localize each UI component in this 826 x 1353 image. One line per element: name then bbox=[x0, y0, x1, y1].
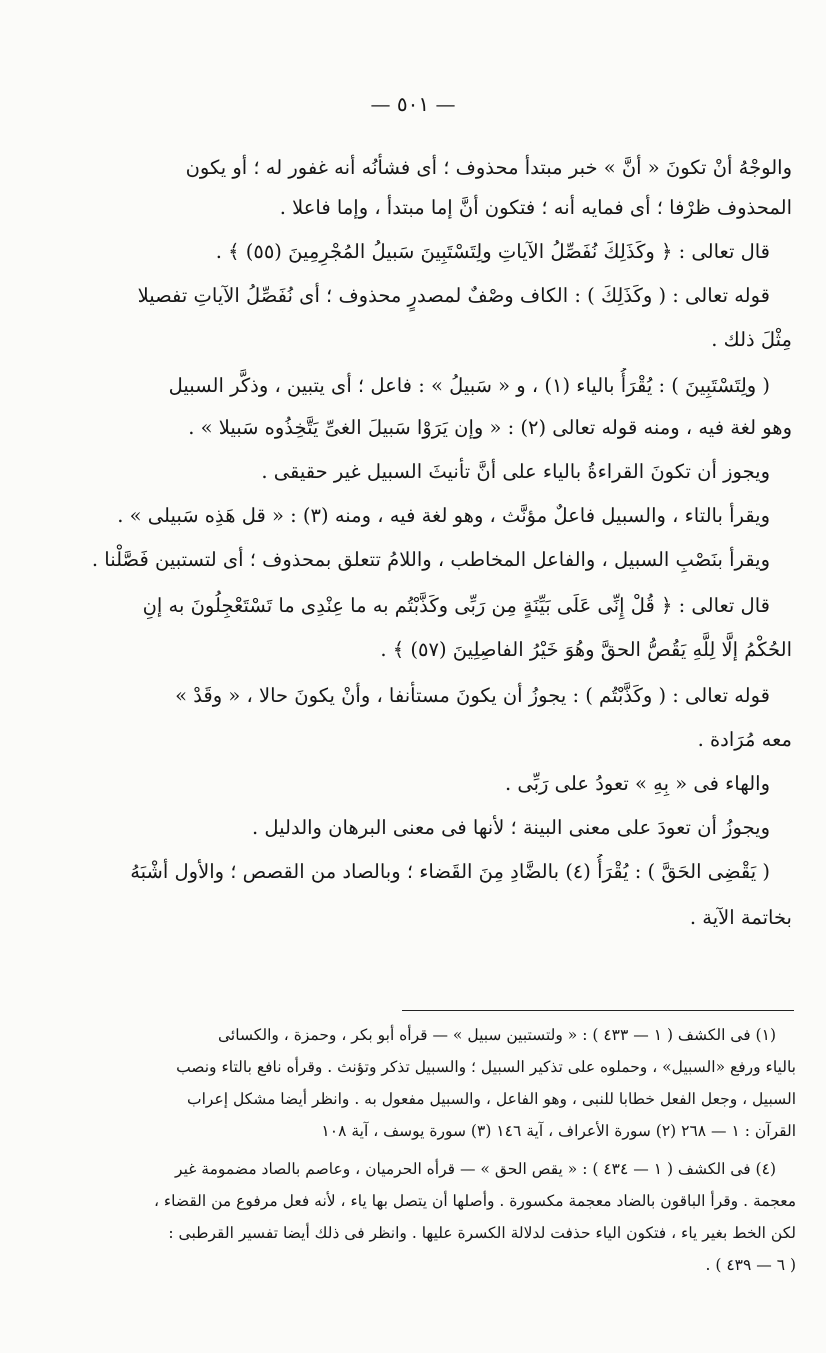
text-line: والهاء فى « بِهِ » تعودُ على رَبِّى . bbox=[504, 772, 770, 795]
text-line: ( يَقْضِى الحَقَّ ) : يُقْرَأُ (٤) بالضَّادِ مِنَ القَضاء ؛ وبالصاد من القصص ؛ والأول أشْبَهُ bbox=[130, 860, 770, 883]
text-line: ويجوز أن تكونَ القراءةُ بالياء على أنَّ تأنيثَ السبيل غير حقيقى . bbox=[261, 460, 770, 483]
footnote-line: معجمة . وقرأ الباقون بالضاد معجمة مكسورة . وأصلها أن يتصل بها ياء ، لأنه فعل مرفوع من القضاء ، bbox=[153, 1192, 796, 1210]
text-line: بخاتمة الآية . bbox=[689, 906, 792, 929]
text-line: المحذوف ظرْفا ؛ أى فمايه أنه ؛ فتكون أنَّ إما مبتدأ ، وإما فاعلا . bbox=[279, 196, 792, 219]
text-line: وهو لغة فيه ، ومنه قوله تعالى (٢) : « وإن يَرَوْا سَبيلَ الغىِّ يَتَّخِذُوه سَبيلا » . bbox=[188, 416, 792, 439]
text-line: معه مُرَادة . bbox=[697, 728, 792, 751]
footnote-line: بالياء ورفع «السبيل» ، وحملوه على تذكير السبيل ؛ والسبيل تذكر وتؤنث . وقرأه نافع بالتاء ونصب bbox=[176, 1058, 796, 1076]
footnote-line: ( ٦ — ٤٣٩ ) . bbox=[705, 1256, 796, 1274]
footnote-line: (٤) فى الكشف ( ١ — ٤٣٤ ) : « يقص الحق » — قرأه الحرميان ، وعاصم بالصاد مضمومة غير bbox=[175, 1160, 776, 1178]
text-line: قال تعالى : ﴿ وكَذَلِكَ نُفَصِّلُ الآياتِ ولِتَسْتَبِينَ سَبيلُ المُجْرِمِينَ (٥٥) ﴾ . bbox=[215, 240, 770, 263]
text-line: ويجوزُ أن تعودَ على معنى البينة ؛ لأنها فى معنى البرهان والدليل . bbox=[251, 816, 770, 839]
footnote-line: لكن الخط بغير ياء ، فتكون الياء حذفت لدلالة الكسرة عليها . وانظر فى ذلك أيضا تفسير القرطبى : bbox=[168, 1224, 796, 1242]
page-number: — ٥٠١ — bbox=[370, 92, 456, 116]
text-line: قال تعالى : ﴿ قُلْ إِنِّى عَلَى بَيِّنَةٍ مِن رَبِّى وكَذَّبْتُم به ما عِنْدِى ما تَسْتَعْجِلُونَ به إنِ bbox=[142, 594, 770, 617]
text-line: قوله تعالى : ( وكَذَلِكَ ) : الكاف وصْفٌ لمصدرٍ محذوف ؛ أى نُفَصِّلُ الآياتِ تفصيلا bbox=[137, 284, 770, 307]
footnote-separator bbox=[402, 1010, 794, 1011]
text-line: ويقرأ بنَصْبِ السبيل ، والفاعل المخاطب ، واللامُ تتعلق بمحذوف ؛ أى لتستبين فَصَّلْنا . bbox=[91, 548, 770, 571]
text-line: والوجْهُ أنْ تكونَ « أنَّ » خبر مبتدأ محذوف ؛ أى فشأنُه أنه غفور له ؛ أو يكون bbox=[185, 156, 792, 179]
text-line: ويقرأ بالتاء ، والسبيل فاعلٌ مؤنَّث ، وهو لغة فيه ، ومنه (٣) : « قل هَذِه سَبيلى » . bbox=[117, 504, 770, 527]
text-line: الحُكْمُ إلَّا لِلَّهِ يَقُصُّ الحقَّ وهُوَ خَيْرُ الفاصِلِينَ (٥٧) ﴾ . bbox=[380, 638, 792, 661]
text-line: ( ولِتَسْتَبِينَ ) : يُقْرَأُ بالياء (١) ، و « سَبيلُ » : فاعل ؛ أى يتبين ، وذكَّر السبيل bbox=[168, 374, 770, 397]
text-line: قوله تعالى : ( وكَذَّبْتُم ) : يجوزُ أن يكونَ مستأنفا ، وأنْ يكونَ حالا ، « وقَدْ » bbox=[175, 684, 770, 707]
text-line: مِثْلَ ذلك . bbox=[711, 328, 792, 351]
footnote-line: (١) فى الكشف ( ١ — ٤٣٣ ) : « ولتستبين سبيل » — قرأه أبو بكر ، وحمزة ، والكسائى bbox=[218, 1026, 776, 1044]
footnote-line: السبيل ، وجعل الفعل خطابا للنبى ، وهو الفاعل ، والسبيل مفعول به . وانظر أيضا مشكل إعراب bbox=[187, 1090, 796, 1108]
footnote-line: القرآن : ١ — ٢٦٨ (٢) سورة الأعراف ، آية ١٤٦ (٣) سورة يوسف ، آية ١٠٨ bbox=[321, 1122, 796, 1140]
